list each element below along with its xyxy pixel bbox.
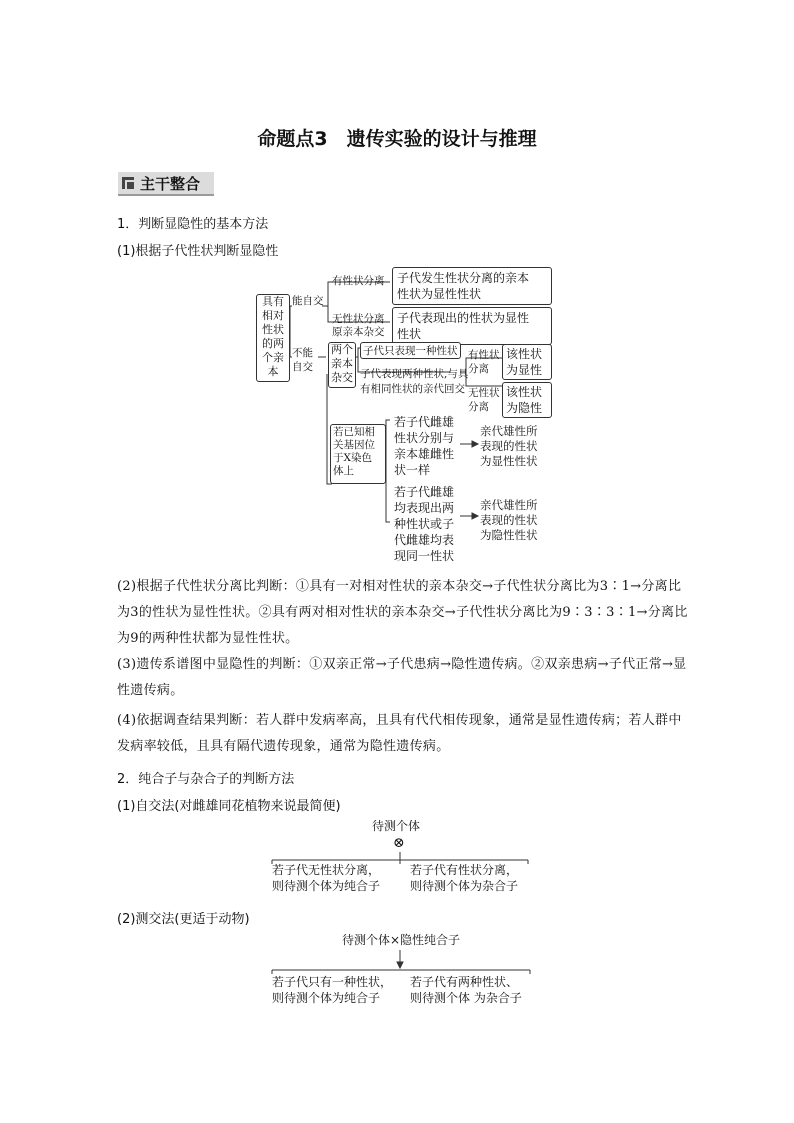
root-line: 的两 <box>262 337 284 350</box>
section-badge <box>118 172 214 196</box>
backcross-label: 有相同性状的亲代回交 <box>360 383 465 395</box>
box-line: 性状为显性性状 <box>397 287 482 301</box>
test-cross-top: 待测个体×隐性纯合子 <box>342 933 461 947</box>
heading-2-2: (2)测交法(更适于动物) <box>117 912 250 927</box>
selfing-symbol-icon: ⊗ <box>393 835 405 851</box>
test-cross-right <box>410 974 522 1006</box>
root-box <box>256 294 290 382</box>
self-cross-left-line: 则待测个体为纯合子 <box>272 879 381 893</box>
no-seg2-label <box>468 386 500 414</box>
root-line: 相对 <box>262 309 284 322</box>
test-cross-left-line: 若子代只有一种性状， <box>272 975 393 989</box>
test-cross-left <box>272 974 392 1006</box>
result-line: 亲代雄性所 <box>480 498 538 512</box>
box-line: 该性状 <box>506 347 543 361</box>
case-line: 均表现出两 <box>394 501 455 515</box>
root-line: 性状 <box>262 323 284 336</box>
box-line: 体上 <box>333 465 354 477</box>
box-line: 为隐性 <box>506 401 543 415</box>
page-title: 命题点3 遗传实验的设计与推理 <box>257 128 537 150</box>
case2-text <box>394 484 454 564</box>
box-line: 该性状 <box>506 385 543 399</box>
box-line: 子代发生性状分离的亲本 <box>397 271 530 285</box>
self-cross-right-line: 若子代有性状分离， <box>410 863 519 877</box>
recessive-box <box>502 382 552 418</box>
section-marker-icon <box>122 177 134 189</box>
label-line: 分离 <box>468 401 489 413</box>
test-cross-right-line: 若子代有两种性状、 <box>410 975 519 989</box>
cannot-self-line: 不能 <box>292 347 313 359</box>
one-trait-box: 子代只表现一种性状 <box>360 342 461 359</box>
result-line: 表现的性状 <box>480 439 538 453</box>
box-line: 两个 <box>331 343 353 356</box>
cannot-self-line: 自交 <box>292 361 313 373</box>
self-cross-left <box>272 862 380 894</box>
test-cross-left-line: 则待测个体为纯合子 <box>272 991 381 1005</box>
case-line: 状一样 <box>394 463 431 477</box>
case1-text <box>394 414 454 478</box>
paragraph-4: (4)依据调查结果判断：若人群中发病率高，且具有代代相传现象，通常是显性遗传病；若人群中发病率较低，且具有隔代遗传现象，通常为隐性遗传病。 <box>117 713 682 754</box>
case-line: 代雌雄均表 <box>394 533 455 547</box>
has-seg2-label <box>468 348 500 376</box>
offspring-segregation-box <box>392 267 552 305</box>
box-line: 若已知相 <box>333 426 375 438</box>
case-line: 亲本雄雌性 <box>394 447 455 461</box>
root-line: 具有 <box>262 295 284 308</box>
test-cross-right-line: 则待测个体 为杂合子 <box>410 991 522 1005</box>
box-line: 子代表现出的性状为显性 <box>397 311 530 325</box>
case-line: 种性状或子 <box>394 517 455 531</box>
box-line: 杂交 <box>331 371 353 384</box>
label-line: 分离 <box>468 363 489 375</box>
dominant-box <box>502 344 552 380</box>
self-cross-diagram <box>262 818 542 898</box>
has-segregation-label: 有性状分离 <box>332 275 385 287</box>
heading-2-1: (1)自交法(对雌雄同花植物来说最简便) <box>117 799 341 814</box>
self-cross-right <box>410 862 518 894</box>
cannot-self-label <box>292 346 313 374</box>
heading-1: 1．判断显隐性的基本方法 <box>117 217 269 232</box>
paragraph-3: (3)遗传系谱图中显隐性的判断：①双亲正常→子代患病→隐性遗传病。②双亲患病→子代正常→显性遗传病。 <box>117 657 687 698</box>
box-line: 于X染色 <box>333 452 372 464</box>
paragraph-2: (2)根据子代性状分离比判断：①具有一对相对性状的亲本杂交→子代性状分离比为3∶1→分离比为3的性状为显性性状。②具有两对相对性状的亲本杂交→子代性状分离比为9∶3∶3∶1→分离比为9的两种性状都为显性性状。 <box>117 579 688 646</box>
case-line: 现同一性状 <box>394 549 455 563</box>
box-line: 为显性 <box>506 363 543 377</box>
result-line: 表现的性状 <box>480 513 538 527</box>
two-parents-box <box>328 342 356 388</box>
section-badge-label: 主干整合 <box>140 174 201 193</box>
box-line: 关基因位 <box>333 439 375 451</box>
case-line: 若子代雌雄 <box>394 415 455 429</box>
root-line: 本 <box>267 365 279 378</box>
two-traits-label: 子代表现两种性状,与具 <box>360 368 469 380</box>
label-line: 无性状 <box>468 387 500 399</box>
result-line: 亲代雄性所 <box>480 424 538 438</box>
self-cross-left-line: 若子代无性状分离， <box>272 863 381 877</box>
case-line: 性状分别与 <box>394 431 455 445</box>
can-self-label: 能自交 <box>292 295 324 307</box>
no-segregation-label: 无性状分离 <box>332 313 385 325</box>
box-line: 性状 <box>397 327 422 341</box>
result2-text <box>480 498 538 543</box>
self-cross-top: 待测个体 <box>372 819 421 833</box>
dominance-diagram <box>240 262 560 572</box>
offspring-shown-box <box>392 307 552 345</box>
test-cross-diagram <box>262 932 552 1012</box>
result-line: 为隐性性状 <box>480 528 538 542</box>
heading-2: 2．纯合子与杂合子的判断方法 <box>117 772 295 787</box>
result1-text <box>480 424 538 469</box>
result-line: 为显性性状 <box>480 454 538 468</box>
x-linked-box <box>330 424 386 484</box>
parent-cross-label: 原亲本杂交 <box>332 326 385 338</box>
self-cross-right-line: 则待测个体为杂合子 <box>410 879 519 893</box>
heading-1-1: (1)根据子代性状判断显隐性 <box>117 244 279 259</box>
root-line: 个亲 <box>262 351 284 364</box>
box-line: 亲本 <box>331 357 353 370</box>
label-line: 有性状 <box>468 349 500 361</box>
case-line: 若子代雌雄 <box>394 485 455 499</box>
